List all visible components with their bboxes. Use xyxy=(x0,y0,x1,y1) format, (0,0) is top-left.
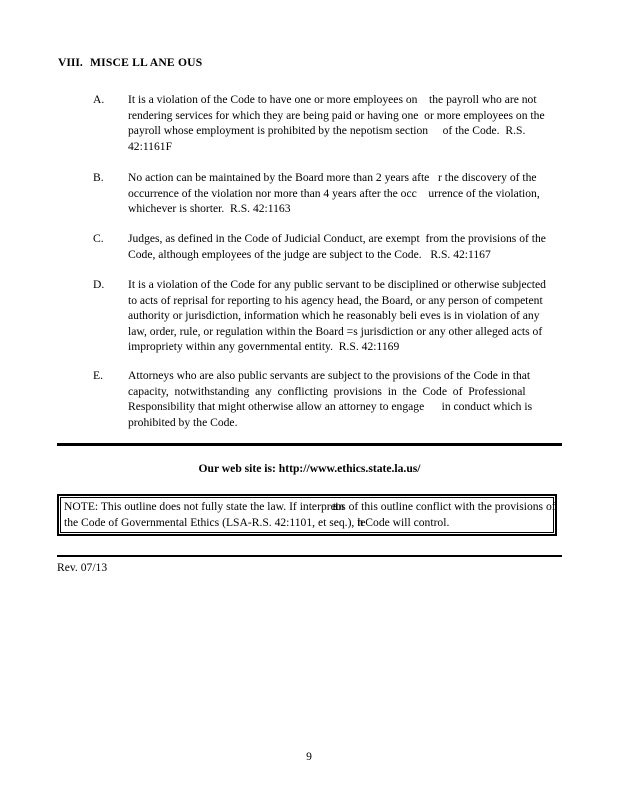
note-line xyxy=(64,515,553,531)
note-text-compressed: the xyxy=(357,515,363,529)
note-text: Code will control. xyxy=(365,515,450,529)
text-line: prohibited by the Code. xyxy=(128,415,238,429)
item-letter: D. xyxy=(93,278,105,291)
list-item-e xyxy=(93,368,563,430)
text-line: whichever is shorter. R.S. 42:1163 xyxy=(128,202,291,215)
item-text xyxy=(128,231,563,262)
item-letter: C. xyxy=(93,232,104,245)
text-line: authority or jurisdiction, information which he reasonably beli eves is in violation of any xyxy=(128,309,540,322)
text-line: 42:1161F xyxy=(128,139,173,153)
note-text: of this outline conflict with the provisions of xyxy=(345,500,556,513)
text-line: Attorneys who are also public servants are subject to the provisions of the Code in that xyxy=(128,369,531,382)
text-line: occurrence of the violation nor more than 4 years after the occ urrence of the violation, xyxy=(128,186,540,200)
note-text-compressed: etations xyxy=(330,500,343,513)
text-line: Judges, as defined in the Code of Judicial Conduct, are exempt from the provisions of the xyxy=(128,232,546,245)
item-text xyxy=(128,277,563,355)
item-letter: B. xyxy=(93,171,104,184)
list-item-c xyxy=(93,231,563,262)
page-number: 9 xyxy=(306,750,312,763)
divider-thin xyxy=(57,555,562,557)
note-text: the Code of Governmental Ethics (LSA-R.S. 42:1101, et seq.), xyxy=(64,515,358,529)
text-line: rendering services for which they are being paid or having one or more employees on the xyxy=(128,108,545,122)
text-line: It is a violation of the Code for any public servant to be disciplined or otherwise subjected xyxy=(128,278,546,291)
text-line: impropriety within any governmental entity. R.S. 42:1169 xyxy=(128,340,400,353)
revision-label: Rev. 07/13 xyxy=(57,561,108,574)
note-box xyxy=(57,494,557,536)
item-letter: A. xyxy=(93,93,105,106)
note-box-inner xyxy=(60,497,554,533)
text-line: law, order, rule, or regulation within the Board =s jurisdiction or any other alleged acts of xyxy=(128,324,543,338)
text-line: It is a violation of the Code to have one or more employees on the payroll who are not xyxy=(128,93,537,106)
item-text xyxy=(128,368,563,430)
text-line: Responsibility that might otherwise allow an attorney to engage in conduct which is xyxy=(128,400,533,413)
website-line: Our web site is: http://www.ethics.state.la.us/ xyxy=(198,462,421,475)
item-text xyxy=(128,92,563,154)
item-text xyxy=(128,170,563,217)
section-numeral: VIII. xyxy=(58,56,83,69)
text-line: Code, although employees of the judge are subject to the Code. R.S. 42:1167 xyxy=(128,247,491,261)
note-line xyxy=(64,499,556,515)
section-heading xyxy=(58,55,202,71)
divider-thick xyxy=(57,443,562,446)
text-line: to acts of reprisal for reporting to his agency head, the Board, or any person of competent xyxy=(128,293,543,307)
note-text: NOTE: This outline does not fully state the law. If interpr xyxy=(64,500,331,513)
section-title: MISCE LL ANE OUS xyxy=(90,56,203,69)
text-line: No action can be maintained by the Board more than 2 years afte r the discovery of the xyxy=(128,171,537,184)
text-line: capacity, notwithstanding any conflicting provisions in the Code of Professional xyxy=(128,384,526,398)
item-letter: E. xyxy=(93,369,103,382)
list-item-a xyxy=(93,92,563,154)
list-item-b xyxy=(93,170,563,217)
text-line: payroll whose employment is prohibited by the nepotism section of the Code. R.S. xyxy=(128,124,526,137)
list-item-d xyxy=(93,277,563,355)
